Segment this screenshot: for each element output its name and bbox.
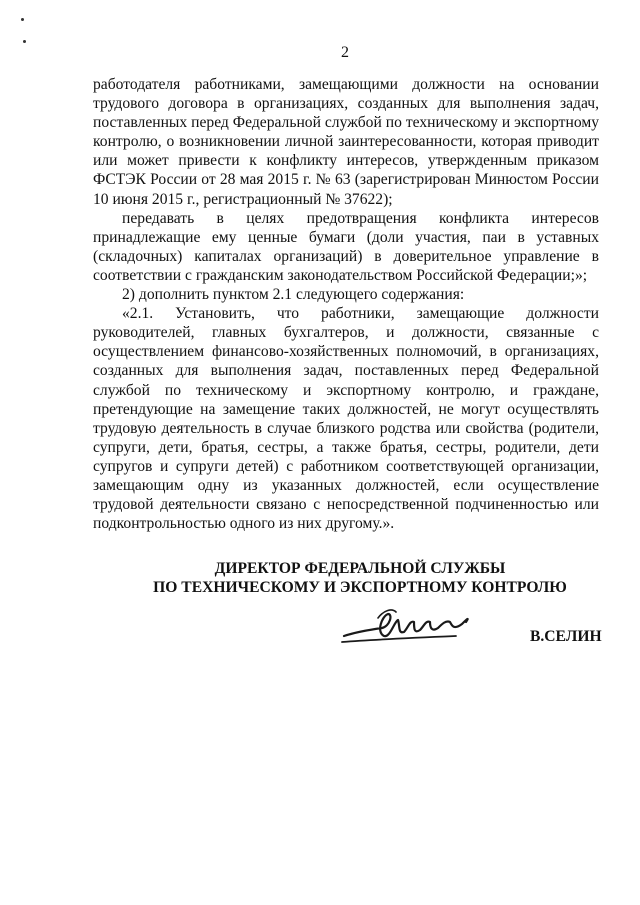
paragraph: 2) дополнить пунктом 2.1 следующего содержания:: [122, 286, 465, 304]
paragraph: передавать в целях предотвращения конфликта интересов принадлежащие ему ценные бумаги (доли участия, паи в уставных (складочных) капиталах организаций) в доверительное управление в соответствии с гражданским законодательством Российской Федерации;»;: [93, 209, 599, 284]
handwritten-signature: [338, 606, 478, 648]
scan-mark: [23, 40, 26, 43]
paragraph: «2.1. Установить, что работники, замещающие должности руководителей, главных бухгалтеров, и должности, связанные с осуществлением финансово-хозяйственных полномочий, в организациях, созданных для выполнения задач, поставленных перед Федеральной службой по техническому и экспортному контролю, и граждане, претендующие на замещение таких должностей, не могут осуществлять трудовую деятельность в случае близкого родства или свойства (родители, супруги, дети, братья, сестры, а также братья, сестры, родители, дети супругов и супруги детей) с работником соответствующей организации, замещающим одну из указанных должностей, если осуществление трудовой деятельности связано с непосредственной подчиненностью или подконтрольностью одного из них другому.».: [93, 305, 599, 533]
signatory-title-line: ПО ТЕХНИЧЕСКОМУ И ЭКСПОРТНОМУ КОНТРОЛЮ: [153, 579, 567, 596]
signatory-title-line: ДИРЕКТОР ФЕДЕРАЛЬНОЙ СЛУЖБЫ: [214, 560, 506, 577]
paragraph: работодателя работниками, замещающими должности на основании трудового договора в организациях, созданных для выполнения задач, поставленных перед Федеральной службой по техническому и экспортному контролю, о возникновении личной заинтересованности, которая приводит или может привести к конфликту интересов, утвержденным приказом ФСТЭК России от 28 мая 2015 г. № 63 (зарегистрирован Минюстом России 10 июня 2015 г., регистрационный № 37622);: [93, 76, 599, 208]
scan-mark: [21, 18, 24, 21]
signatory-title: [140, 559, 580, 597]
page-number: 2: [341, 44, 349, 61]
signer-name: В.СЕЛИН: [530, 628, 602, 645]
document-body: [93, 75, 599, 533]
